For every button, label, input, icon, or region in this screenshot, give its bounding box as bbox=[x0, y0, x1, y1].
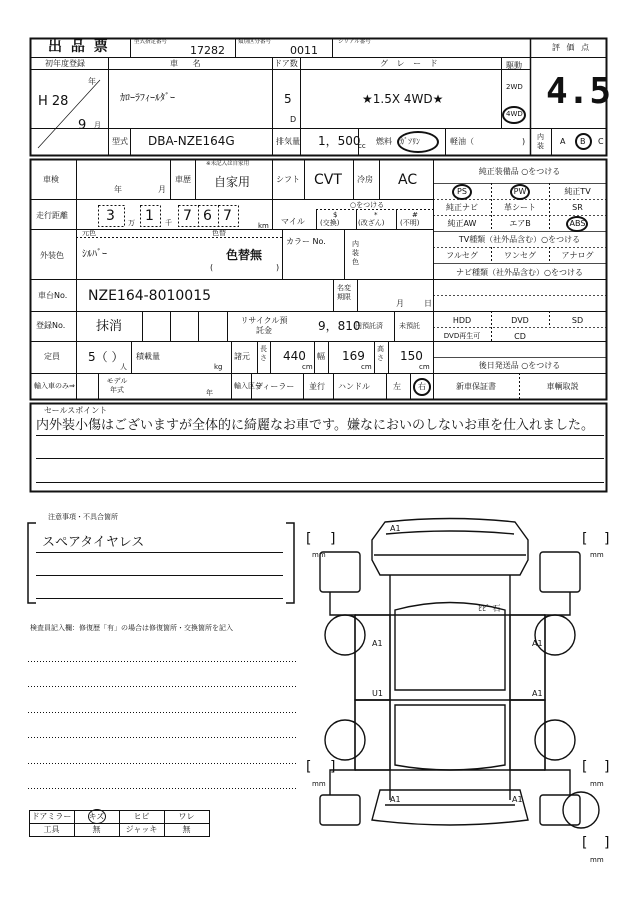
handle-right: 右 bbox=[418, 382, 426, 391]
equip-ps: PS bbox=[457, 187, 467, 196]
tv-analog: アナログ bbox=[561, 251, 594, 260]
name-change-month: 月 bbox=[396, 299, 404, 308]
model-year-unit: 年 bbox=[206, 389, 213, 397]
repaint-label: 色替 bbox=[212, 229, 226, 237]
opt-exchange: (交換) bbox=[320, 219, 340, 227]
drive-4wd-circle bbox=[502, 106, 526, 124]
tire-spare-mm: mm bbox=[590, 856, 604, 864]
equip-pw-circle bbox=[510, 184, 530, 200]
opt-unknown-sym: # bbox=[412, 211, 418, 219]
navi-title: ナビ種類（社外品含む）○をつける bbox=[456, 268, 583, 277]
tv-oneseg: ワンセグ bbox=[504, 251, 536, 260]
man-unit: 万 bbox=[128, 219, 135, 227]
name-change-label: 名変期限 bbox=[337, 284, 351, 301]
height-label: 高さ bbox=[377, 345, 384, 362]
tools-label: 工具 bbox=[43, 825, 60, 834]
mirror-crack: ヒビ bbox=[133, 812, 150, 821]
navi-sd: SD bbox=[571, 316, 584, 325]
equip-navi: 純正ナビ bbox=[446, 203, 478, 212]
opt-exchange-sym: $ bbox=[333, 211, 338, 219]
type-label: 型式 bbox=[112, 137, 128, 146]
chassis-number: NZE164-8010015 bbox=[88, 288, 212, 304]
tire-bracket-rr-close: ] bbox=[604, 759, 610, 775]
tire-bracket-fr-close: ] bbox=[604, 531, 610, 547]
shaken-month-unit: 月 bbox=[158, 185, 166, 194]
category-label: 類別区分番号 bbox=[238, 39, 272, 45]
tools-value: 無 bbox=[92, 825, 101, 834]
displacement-label: 排気量 bbox=[276, 137, 300, 146]
fuel-gasoline: ｶﾞｿﾘﾝ bbox=[400, 137, 420, 146]
grade-label: グ レ ー ド bbox=[380, 59, 441, 68]
equip-airbag: エアB bbox=[509, 219, 531, 228]
interior-color-label: 内装色 bbox=[352, 240, 359, 266]
mileage-digit-5: 7 bbox=[223, 208, 232, 224]
capacity-label: 定員 bbox=[44, 352, 60, 361]
mirror-break: ワレ bbox=[178, 812, 195, 821]
damage-mark-rear-left: A1 bbox=[390, 795, 401, 804]
tv-title: TV種類（社外品含む）○をつける bbox=[458, 235, 581, 244]
tire-bracket-rr-open: [ bbox=[582, 759, 588, 775]
recycle-unit: 円預託済 bbox=[355, 322, 383, 330]
width-value: 169 bbox=[342, 349, 365, 363]
interior-grade-b: B bbox=[580, 137, 586, 146]
damage-mark-right-rear-door: A1 bbox=[532, 689, 543, 698]
mileage-options-head: ○をつける bbox=[350, 201, 385, 209]
chassis-label: 車台No. bbox=[38, 291, 68, 300]
recycle-none: 未預託 bbox=[399, 322, 420, 330]
fuel-diesel: 軽油（ bbox=[450, 137, 474, 146]
paren-close: ) bbox=[276, 263, 280, 272]
mileage-digit-4: 6 bbox=[203, 208, 212, 224]
length-label: 長さ bbox=[260, 345, 267, 362]
opt-tamper: (改ざん) bbox=[358, 219, 385, 227]
mileage-digit-1: 3 bbox=[106, 208, 115, 224]
post-title: 後日発送品 ○をつける bbox=[478, 361, 561, 370]
tire-bracket-rl-close: ] bbox=[330, 759, 336, 775]
height-value: 150 bbox=[400, 349, 423, 363]
repaint-value: 色替無 bbox=[226, 248, 263, 262]
jack-value: 無 bbox=[182, 825, 191, 834]
cd-label: CD bbox=[514, 332, 526, 341]
drive-label: 駆動 bbox=[506, 61, 522, 70]
equip-ps-circle bbox=[452, 184, 472, 200]
import-type-label: 輸入区分 bbox=[234, 382, 262, 390]
fuel-gasoline-circle bbox=[397, 131, 439, 153]
navi-dvd: DVD bbox=[511, 316, 529, 325]
equip-abs-circle bbox=[566, 216, 588, 232]
year-unit: 年 bbox=[88, 77, 96, 86]
reg-no-value: 抹消 bbox=[96, 319, 123, 334]
interior-grade-c: C bbox=[598, 137, 604, 146]
mileage-label: 走行距離 bbox=[36, 211, 68, 220]
displacement-value: 1，500 bbox=[318, 134, 361, 148]
cc-unit: cc bbox=[358, 142, 366, 150]
equip-aw: 純正AW bbox=[447, 219, 477, 228]
evaluation-score: 4.5 bbox=[546, 71, 612, 112]
ac-label: 冷房 bbox=[357, 175, 373, 184]
sen-unit: 千 bbox=[165, 219, 172, 227]
jack-label: ジャッキ bbox=[125, 825, 158, 834]
name-change-day: 日 bbox=[424, 299, 432, 308]
model-year-label: モデル年式 bbox=[106, 377, 128, 394]
door-type: D bbox=[290, 115, 297, 124]
import-parallel: 並行 bbox=[309, 382, 325, 391]
notes-text: スペアタイヤレス bbox=[42, 535, 145, 550]
sales-point-label: セールスポイント bbox=[44, 406, 108, 415]
handle-label: ハンドル bbox=[338, 382, 370, 391]
tire-bracket-fl-close: ] bbox=[330, 531, 336, 547]
equip-abs: ABS bbox=[569, 219, 586, 228]
grade-box-label: 評 価 点 bbox=[552, 43, 592, 52]
registration-month: 9 bbox=[78, 118, 87, 133]
history-value: 自家用 bbox=[214, 175, 251, 189]
paren-open: ( bbox=[210, 263, 214, 272]
type-code: DBA-NZE164G bbox=[148, 134, 235, 148]
dvd-playable: DVD再生可 bbox=[443, 332, 481, 340]
tire-fr-mm: mm bbox=[590, 551, 604, 559]
sales-point-text: 内外装小傷はございますが全体的に綺麗なお車です。嫌なにおいのしないお車を仕入れました。 bbox=[36, 418, 594, 433]
color-label: 外装色 bbox=[40, 251, 64, 260]
length-unit: cm bbox=[302, 363, 313, 371]
recycle-label: リサイクル預託金 bbox=[240, 316, 288, 335]
damage-mark-rear-right: A1 bbox=[512, 795, 523, 804]
recycle-value: 9，810 bbox=[318, 319, 361, 333]
mile-label: マイル bbox=[281, 217, 305, 226]
tire-bracket-spare-open: [ bbox=[582, 835, 588, 851]
interior-grade-a: A bbox=[560, 137, 566, 146]
equip-pw: PW bbox=[513, 187, 527, 196]
damage-mark-left-front-door: A1 bbox=[372, 639, 383, 648]
tire-fl-mm: mm bbox=[312, 551, 326, 559]
mirror-label: ドアミラー bbox=[31, 812, 72, 821]
reg-no-label: 登録No. bbox=[36, 321, 66, 330]
width-unit: cm bbox=[361, 363, 372, 371]
damage-mark-front: A1 bbox=[390, 524, 401, 533]
car-name: ｶﾛｰﾗﾌｨｰﾙﾀﾞｰ bbox=[120, 93, 175, 104]
fuel-label: 燃料 bbox=[376, 137, 392, 146]
damage-mark-left-rear-door: U1 bbox=[372, 689, 383, 698]
handle-right-circle bbox=[413, 378, 431, 396]
history-note: ※未記入は自家用 bbox=[206, 161, 250, 167]
width-label: 幅 bbox=[317, 352, 325, 361]
damage-mark-right-front-door: A1 bbox=[532, 639, 543, 648]
post-manual: 車輌取説 bbox=[546, 382, 579, 391]
history-label: 車歴 bbox=[175, 175, 191, 184]
door-count: 5 bbox=[284, 92, 292, 106]
inspector-label: 検査員記入欄：修復歴「有」の場合は修復箇所・交換箇所を記入 bbox=[30, 624, 233, 632]
kg-unit: kg bbox=[214, 363, 223, 371]
handle-left: 左 bbox=[393, 382, 401, 391]
navi-hdd: HDD bbox=[452, 316, 472, 325]
model-code: 17282 bbox=[190, 44, 225, 57]
equipment-title: 純正装備品 ○をつける bbox=[478, 167, 561, 176]
orig-color-label: 元色 bbox=[82, 229, 96, 237]
tv-fullseg: フルセグ bbox=[446, 251, 478, 260]
month-unit: 月 bbox=[94, 121, 101, 129]
opt-tamper-sym: * bbox=[374, 211, 378, 219]
ac-value: AC bbox=[398, 172, 418, 188]
drive-4wd: 4WD bbox=[506, 110, 523, 118]
equip-tv: 純正TV bbox=[564, 187, 591, 196]
category-number: 0011 bbox=[290, 44, 318, 57]
equip-sr: SR bbox=[572, 203, 583, 212]
interior-label: 内装 bbox=[537, 133, 544, 150]
registration-year: H 28 bbox=[38, 94, 69, 109]
opt-unknown: (不明) bbox=[400, 219, 420, 227]
tire-bracket-spare-close: ] bbox=[604, 835, 610, 851]
load-label: 積載量 bbox=[136, 352, 160, 361]
post-warranty: 新車保証書 bbox=[456, 382, 496, 391]
doors-label: ドア数 bbox=[274, 59, 298, 68]
shift-label: シフト bbox=[276, 175, 300, 184]
import-dealer: ディーラー bbox=[255, 382, 295, 391]
shaken-label: 車検 bbox=[43, 175, 59, 184]
height-unit: cm bbox=[419, 363, 430, 371]
serial-label: シリアル番号 bbox=[338, 39, 371, 45]
import-label: 輸入車のみ⇒ bbox=[34, 382, 75, 390]
tire-rr-mm: mm bbox=[590, 780, 604, 788]
mileage-digit-2: 1 bbox=[145, 208, 154, 224]
grade-value: ★1.5X 4WD★ bbox=[362, 92, 444, 106]
damage-mark-windshield: ﾋﾋﾞ 石 bbox=[478, 604, 501, 613]
fuel-diesel-close: ) bbox=[522, 137, 526, 146]
capacity-value: 5（ ） bbox=[88, 350, 124, 364]
tire-bracket-fr-open: [ bbox=[582, 531, 588, 547]
drive-2wd: 2WD bbox=[506, 83, 523, 91]
orig-color: ｼﾙﾊﾞｰ bbox=[82, 249, 107, 260]
mirror-scratch: キズ bbox=[88, 812, 105, 821]
notes-label: 注意事項・不具合箇所 bbox=[48, 513, 118, 521]
tire-bracket-fl-open: [ bbox=[306, 531, 312, 547]
shaken-year-unit: 年 bbox=[114, 185, 122, 194]
tire-rl-mm: mm bbox=[312, 780, 326, 788]
car-diagram-outline bbox=[320, 519, 599, 829]
interior-grade-b-circle bbox=[575, 133, 592, 150]
model-code-label: 型式指定番号 bbox=[134, 39, 168, 45]
shift-value: CVT bbox=[314, 172, 342, 188]
car-name-label: 車 名 bbox=[170, 59, 207, 68]
mirror-scratch-circle bbox=[88, 809, 106, 824]
form-title: 出 品 票 bbox=[48, 39, 110, 55]
dims-label: 諸元 bbox=[234, 352, 250, 361]
first-registration-label: 初年度登録 bbox=[45, 59, 85, 68]
mileage-digit-3: 7 bbox=[183, 208, 192, 224]
length-value: 440 bbox=[283, 349, 306, 363]
color-no-label: カラー No. bbox=[286, 237, 326, 246]
capacity-unit: 人 bbox=[120, 363, 127, 371]
tire-bracket-rl-open: [ bbox=[306, 759, 312, 775]
km-unit: km bbox=[258, 222, 269, 230]
equip-leather: 革シート bbox=[504, 203, 536, 212]
